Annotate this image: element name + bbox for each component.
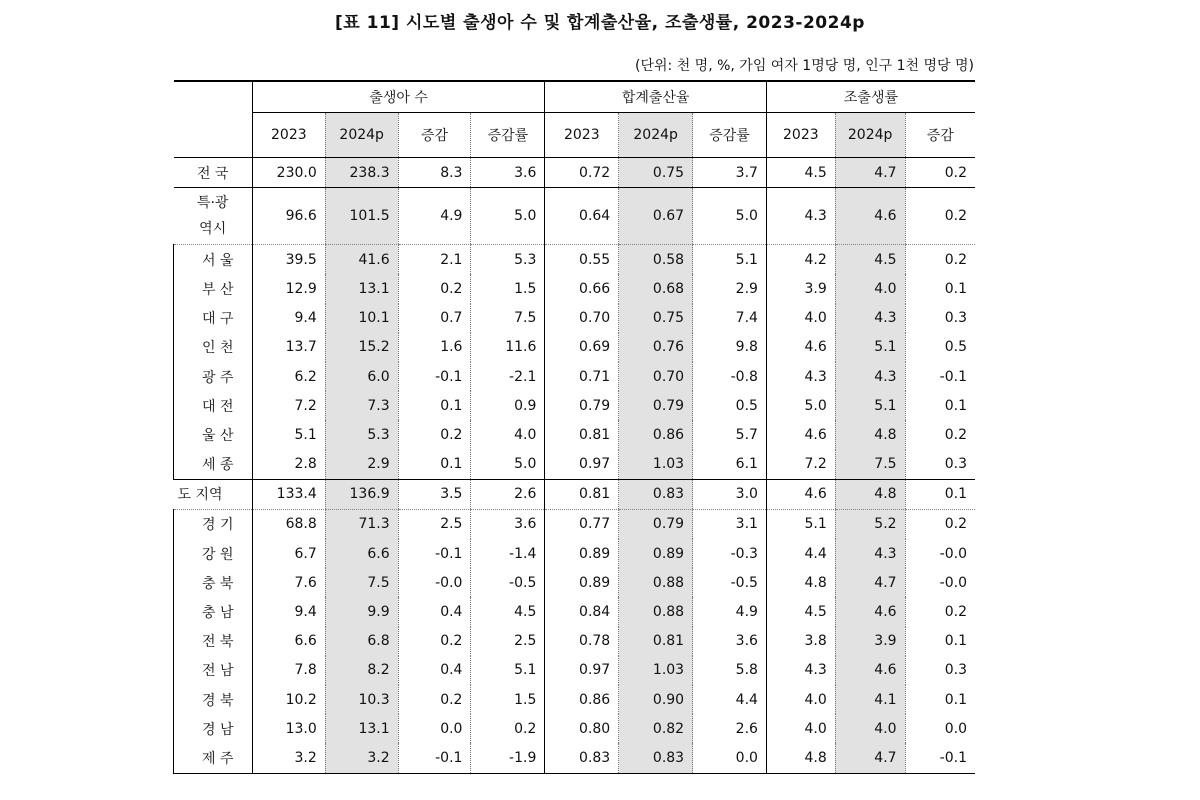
tfr-rate-cell: 2.6 [693, 714, 767, 743]
births-2024p-cell: 6.6 [325, 539, 398, 568]
tfr-rate-cell: 4.4 [693, 685, 767, 714]
cbr-2023-cell: 4.8 [766, 743, 835, 773]
region-header [174, 81, 253, 158]
table-body [174, 158, 976, 774]
births-2024p-cell: 5.3 [325, 420, 398, 449]
births-2023-header: 2023 [252, 113, 325, 158]
tfr-2023-cell: 0.55 [545, 245, 619, 275]
cbr-change-cell: -0.1 [905, 362, 975, 391]
births-2023-cell: 7.6 [252, 568, 325, 597]
births-change-cell: 0.1 [398, 391, 471, 420]
table-row [174, 274, 976, 303]
cbr-2024p-cell: 4.0 [835, 714, 905, 743]
cbr-change-cell: 0.2 [905, 245, 975, 275]
births-2024p-cell: 9.9 [325, 597, 398, 626]
tfr-rate-cell: 4.9 [693, 597, 767, 626]
births-rate-cell: 5.0 [471, 450, 545, 480]
cbr-change-cell: -0.0 [905, 568, 975, 597]
cbr-2023-cell: 7.2 [766, 450, 835, 480]
region-cell: 서 울 [174, 245, 253, 275]
cbr-2024p-cell: 4.7 [835, 568, 905, 597]
tfr-2024p-cell: 0.67 [619, 188, 693, 245]
tfr-rate-header: 증감률 [693, 113, 767, 158]
births-rate-cell: 2.6 [471, 479, 545, 509]
cbr-change-cell: 0.1 [905, 479, 975, 509]
births-change-cell: -0.0 [398, 568, 471, 597]
header-row-groups [174, 81, 976, 113]
region-cell: 세 종 [174, 450, 253, 480]
cbr-2024p-cell: 4.6 [835, 656, 905, 685]
tfr-rate-cell: -0.8 [693, 362, 767, 391]
births-rate-header: 증감률 [471, 113, 545, 158]
table-row [174, 391, 976, 420]
births-change-cell: 0.1 [398, 450, 471, 480]
births-rate-cell: 5.0 [471, 188, 545, 245]
births-2023-cell: 13.7 [252, 333, 325, 362]
births-2023-cell: 13.0 [252, 714, 325, 743]
table-row [174, 627, 976, 656]
births-2023-cell: 68.8 [252, 509, 325, 539]
cbr-2023-cell: 4.6 [766, 333, 835, 362]
tfr-2023-cell: 0.81 [545, 420, 619, 449]
birth-statistics-table [173, 80, 975, 774]
births-2024p-cell: 10.3 [325, 685, 398, 714]
cbr-2024p-cell: 4.8 [835, 420, 905, 449]
table-row [174, 509, 976, 539]
table-row [174, 158, 976, 188]
births-rate-cell: 4.5 [471, 597, 545, 626]
tfr-2023-cell: 0.66 [545, 274, 619, 303]
births-rate-cell: 5.1 [471, 656, 545, 685]
births-change-cell: 4.9 [398, 188, 471, 245]
births-2024p-cell: 6.0 [325, 362, 398, 391]
births-2024p-cell: 101.5 [325, 188, 398, 245]
births-change-cell: 8.3 [398, 158, 471, 188]
cbr-2024p-cell: 4.6 [835, 597, 905, 626]
region-cell: 울 산 [174, 420, 253, 449]
births-rate-cell: -2.1 [471, 362, 545, 391]
tfr-rate-cell: 3.6 [693, 627, 767, 656]
cbr-2024p-cell: 5.1 [835, 333, 905, 362]
births-change-cell: 0.2 [398, 685, 471, 714]
table-row [174, 479, 976, 509]
births-2024p-cell: 41.6 [325, 245, 398, 275]
tfr-2024p-cell: 0.75 [619, 158, 693, 188]
tfr-rate-cell: 5.7 [693, 420, 767, 449]
tfr-2023-cell: 0.80 [545, 714, 619, 743]
births-2023-cell: 7.8 [252, 656, 325, 685]
births-2023-cell: 7.2 [252, 391, 325, 420]
cbr-change-cell: 0.3 [905, 304, 975, 333]
cbr-2024p-cell: 4.7 [835, 743, 905, 773]
cbr-2024p-cell: 4.7 [835, 158, 905, 188]
table-row [174, 450, 976, 480]
region-cell: 충 북 [174, 568, 253, 597]
region-cell: 전 국 [174, 158, 253, 188]
births-2023-cell: 230.0 [252, 158, 325, 188]
births-change-cell: -0.1 [398, 539, 471, 568]
cbr-change-cell: 0.2 [905, 597, 975, 626]
births-change-cell: 0.2 [398, 274, 471, 303]
cbr-2023-cell: 4.3 [766, 656, 835, 685]
region-cell: 전 남 [174, 656, 253, 685]
cbr-2024p-cell: 4.0 [835, 274, 905, 303]
tfr-rate-cell: 9.8 [693, 333, 767, 362]
tfr-rate-cell: -0.5 [693, 568, 767, 597]
tfr-2024p-cell: 0.79 [619, 509, 693, 539]
tfr-2023-cell: 0.79 [545, 391, 619, 420]
region-cell: 광 주 [174, 362, 253, 391]
cbr-change-cell: 0.3 [905, 656, 975, 685]
cbr-2024p-cell: 4.3 [835, 362, 905, 391]
births-change-cell: -0.1 [398, 743, 471, 773]
cbr-2024p-cell: 5.1 [835, 391, 905, 420]
births-rate-cell: 2.5 [471, 627, 545, 656]
births-2024p-cell: 7.5 [325, 568, 398, 597]
tfr-rate-cell: 5.8 [693, 656, 767, 685]
births-change-cell: 2.1 [398, 245, 471, 275]
tfr-2024p-cell: 0.79 [619, 391, 693, 420]
cbr-2024p-cell: 4.3 [835, 304, 905, 333]
tfr-rate-cell: 7.4 [693, 304, 767, 333]
region-cell: 충 남 [174, 597, 253, 626]
births-2024p-cell: 13.1 [325, 714, 398, 743]
births-rate-cell: 1.5 [471, 685, 545, 714]
births-change-cell: 0.4 [398, 656, 471, 685]
births-2024p-cell: 7.3 [325, 391, 398, 420]
table-title: [표 11] 시도별 출생아 수 및 합계출산율, 조출생률, 2023-2024p [335, 13, 865, 33]
table-row [174, 539, 976, 568]
table-row [174, 685, 976, 714]
births-rate-cell: 1.5 [471, 274, 545, 303]
tfr-2024p-cell: 0.76 [619, 333, 693, 362]
tfr-2024p-cell: 0.82 [619, 714, 693, 743]
cbr-2024p-cell: 3.9 [835, 627, 905, 656]
births-rate-cell: -1.4 [471, 539, 545, 568]
births-change-cell: 1.6 [398, 333, 471, 362]
tfr-rate-cell: -0.3 [693, 539, 767, 568]
births-rate-cell: 3.6 [471, 158, 545, 188]
cbr-2023-cell: 5.1 [766, 509, 835, 539]
cbr-change-cell: 0.2 [905, 188, 975, 245]
region-cell: 경 기 [174, 509, 253, 539]
tfr-2023-cell: 0.89 [545, 568, 619, 597]
tfr-2023-cell: 0.97 [545, 450, 619, 480]
tfr-2024p-header: 2024p [619, 113, 693, 158]
region-cell: 대 구 [174, 304, 253, 333]
header-row-columns [174, 113, 976, 158]
cbr-change-cell: -0.1 [905, 743, 975, 773]
tfr-2024p-cell: 0.86 [619, 420, 693, 449]
tfr-group-header: 합계출산율 [545, 81, 767, 113]
table-row [174, 420, 976, 449]
cbr-change-cell: 0.1 [905, 627, 975, 656]
region-cell: 부 산 [174, 274, 253, 303]
cbr-change-cell: 0.2 [905, 509, 975, 539]
table-row [174, 362, 976, 391]
cbr-2023-cell: 4.2 [766, 245, 835, 275]
table-row [174, 568, 976, 597]
tfr-2024p-cell: 0.58 [619, 245, 693, 275]
cbr-change-header: 증감 [905, 113, 975, 158]
births-2023-cell: 2.8 [252, 450, 325, 480]
tfr-2023-cell: 0.81 [545, 479, 619, 509]
table-row [174, 304, 976, 333]
tfr-rate-cell: 2.9 [693, 274, 767, 303]
cbr-change-cell: 0.5 [905, 333, 975, 362]
births-rate-cell: 11.6 [471, 333, 545, 362]
births-2023-cell: 3.2 [252, 743, 325, 773]
cbr-2023-cell: 4.5 [766, 597, 835, 626]
cbr-2023-cell: 4.5 [766, 158, 835, 188]
tfr-rate-cell: 0.5 [693, 391, 767, 420]
cbr-2023-cell: 3.8 [766, 627, 835, 656]
births-2024p-cell: 8.2 [325, 656, 398, 685]
table-row [174, 743, 976, 773]
cbr-2023-cell: 4.3 [766, 362, 835, 391]
births-change-cell: 2.5 [398, 509, 471, 539]
tfr-2023-cell: 0.71 [545, 362, 619, 391]
births-2023-cell: 6.2 [252, 362, 325, 391]
tfr-2023-cell: 0.69 [545, 333, 619, 362]
region-cell: 경 남 [174, 714, 253, 743]
tfr-2024p-cell: 0.90 [619, 685, 693, 714]
cbr-change-cell: 0.1 [905, 391, 975, 420]
tfr-rate-cell: 5.0 [693, 188, 767, 245]
births-2024p-cell: 6.8 [325, 627, 398, 656]
births-change-header: 증감 [398, 113, 471, 158]
cbr-change-cell: 0.3 [905, 450, 975, 480]
births-2023-cell: 6.7 [252, 539, 325, 568]
births-2024p-header: 2024p [325, 113, 398, 158]
tfr-rate-cell: 5.1 [693, 245, 767, 275]
tfr-2023-cell: 0.70 [545, 304, 619, 333]
tfr-rate-cell: 3.0 [693, 479, 767, 509]
cbr-change-cell: 0.1 [905, 274, 975, 303]
cbr-2023-cell: 3.9 [766, 274, 835, 303]
births-2023-cell: 9.4 [252, 304, 325, 333]
tfr-2024p-cell: 0.81 [619, 627, 693, 656]
births-2023-cell: 39.5 [252, 245, 325, 275]
births-2024p-cell: 238.3 [325, 158, 398, 188]
table-row [174, 245, 976, 275]
cbr-2023-cell: 4.0 [766, 714, 835, 743]
region-cell: 대 전 [174, 391, 253, 420]
cbr-2024p-cell: 4.1 [835, 685, 905, 714]
cbr-2024p-header: 2024p [835, 113, 905, 158]
births-2023-cell: 10.2 [252, 685, 325, 714]
births-change-cell: -0.1 [398, 362, 471, 391]
tfr-2023-cell: 0.72 [545, 158, 619, 188]
births-2024p-cell: 71.3 [325, 509, 398, 539]
region-cell: 전 북 [174, 627, 253, 656]
cbr-2023-cell: 4.6 [766, 420, 835, 449]
cbr-2023-cell: 4.3 [766, 188, 835, 245]
region-cell: 도 지역 [174, 479, 253, 509]
births-rate-cell: 7.5 [471, 304, 545, 333]
tfr-2024p-cell: 0.70 [619, 362, 693, 391]
tfr-2023-cell: 0.64 [545, 188, 619, 245]
tfr-rate-cell: 0.0 [693, 743, 767, 773]
cbr-change-cell: 0.0 [905, 714, 975, 743]
tfr-rate-cell: 3.1 [693, 509, 767, 539]
births-rate-cell: 5.3 [471, 245, 545, 275]
births-change-cell: 0.2 [398, 420, 471, 449]
tfr-2023-header: 2023 [545, 113, 619, 158]
tfr-2023-cell: 0.78 [545, 627, 619, 656]
births-2024p-cell: 2.9 [325, 450, 398, 480]
births-2024p-cell: 13.1 [325, 274, 398, 303]
table-row [174, 714, 976, 743]
cbr-change-cell: 0.1 [905, 685, 975, 714]
cbr-2023-cell: 4.4 [766, 539, 835, 568]
cbr-group-header: 조출생률 [766, 81, 975, 113]
cbr-change-cell: 0.2 [905, 158, 975, 188]
cbr-2023-cell: 4.6 [766, 479, 835, 509]
region-cell: 특·광역시 [174, 188, 253, 245]
region-cell: 인 천 [174, 333, 253, 362]
tfr-2024p-cell: 1.03 [619, 656, 693, 685]
tfr-2024p-cell: 0.88 [619, 568, 693, 597]
tfr-2023-cell: 0.97 [545, 656, 619, 685]
tfr-2024p-cell: 0.89 [619, 539, 693, 568]
births-change-cell: 0.7 [398, 304, 471, 333]
births-rate-cell: 0.2 [471, 714, 545, 743]
tfr-2024p-cell: 0.83 [619, 479, 693, 509]
tfr-2024p-cell: 0.83 [619, 743, 693, 773]
births-2023-cell: 133.4 [252, 479, 325, 509]
region-cell: 제 주 [174, 743, 253, 773]
births-change-cell: 0.4 [398, 597, 471, 626]
cbr-change-cell: -0.0 [905, 539, 975, 568]
births-rate-cell: 3.6 [471, 509, 545, 539]
cbr-2023-cell: 4.8 [766, 568, 835, 597]
tfr-2023-cell: 0.84 [545, 597, 619, 626]
region-cell: 강 원 [174, 539, 253, 568]
tfr-2023-cell: 0.83 [545, 743, 619, 773]
births-rate-cell: -1.9 [471, 743, 545, 773]
tfr-2024p-cell: 0.88 [619, 597, 693, 626]
tfr-rate-cell: 3.7 [693, 158, 767, 188]
tfr-2023-cell: 0.89 [545, 539, 619, 568]
cbr-change-cell: 0.2 [905, 420, 975, 449]
cbr-2024p-cell: 4.6 [835, 188, 905, 245]
births-2024p-cell: 3.2 [325, 743, 398, 773]
cbr-2023-cell: 4.0 [766, 304, 835, 333]
tfr-2023-cell: 0.86 [545, 685, 619, 714]
cbr-2024p-cell: 4.8 [835, 479, 905, 509]
births-change-cell: 0.0 [398, 714, 471, 743]
tfr-2024p-cell: 1.03 [619, 450, 693, 480]
tfr-2024p-cell: 0.75 [619, 304, 693, 333]
births-2023-cell: 5.1 [252, 420, 325, 449]
table-row [174, 333, 976, 362]
births-2024p-cell: 15.2 [325, 333, 398, 362]
births-rate-cell: -0.5 [471, 568, 545, 597]
births-2023-cell: 6.6 [252, 627, 325, 656]
cbr-2024p-cell: 7.5 [835, 450, 905, 480]
births-rate-cell: 4.0 [471, 420, 545, 449]
table-row [174, 188, 976, 245]
births-rate-cell: 0.9 [471, 391, 545, 420]
region-cell: 경 북 [174, 685, 253, 714]
births-2024p-cell: 136.9 [325, 479, 398, 509]
tfr-2024p-cell: 0.68 [619, 274, 693, 303]
cbr-2024p-cell: 4.5 [835, 245, 905, 275]
cbr-2024p-cell: 4.3 [835, 539, 905, 568]
births-2023-cell: 9.4 [252, 597, 325, 626]
births-change-cell: 3.5 [398, 479, 471, 509]
unit-note: (단위: 천 명, %, 가임 여자 1명당 명, 인구 1천 명당 명) [635, 58, 974, 74]
tfr-rate-cell: 6.1 [693, 450, 767, 480]
table-row [174, 656, 976, 685]
cbr-2023-cell: 5.0 [766, 391, 835, 420]
births-2023-cell: 12.9 [252, 274, 325, 303]
cbr-2023-header: 2023 [766, 113, 835, 158]
births-2023-cell: 96.6 [252, 188, 325, 245]
births-2024p-cell: 10.1 [325, 304, 398, 333]
table-row [174, 597, 976, 626]
cbr-2023-cell: 4.0 [766, 685, 835, 714]
births-group-header: 출생아 수 [252, 81, 544, 113]
births-change-cell: 0.2 [398, 627, 471, 656]
tfr-2023-cell: 0.77 [545, 509, 619, 539]
cbr-2024p-cell: 5.2 [835, 509, 905, 539]
